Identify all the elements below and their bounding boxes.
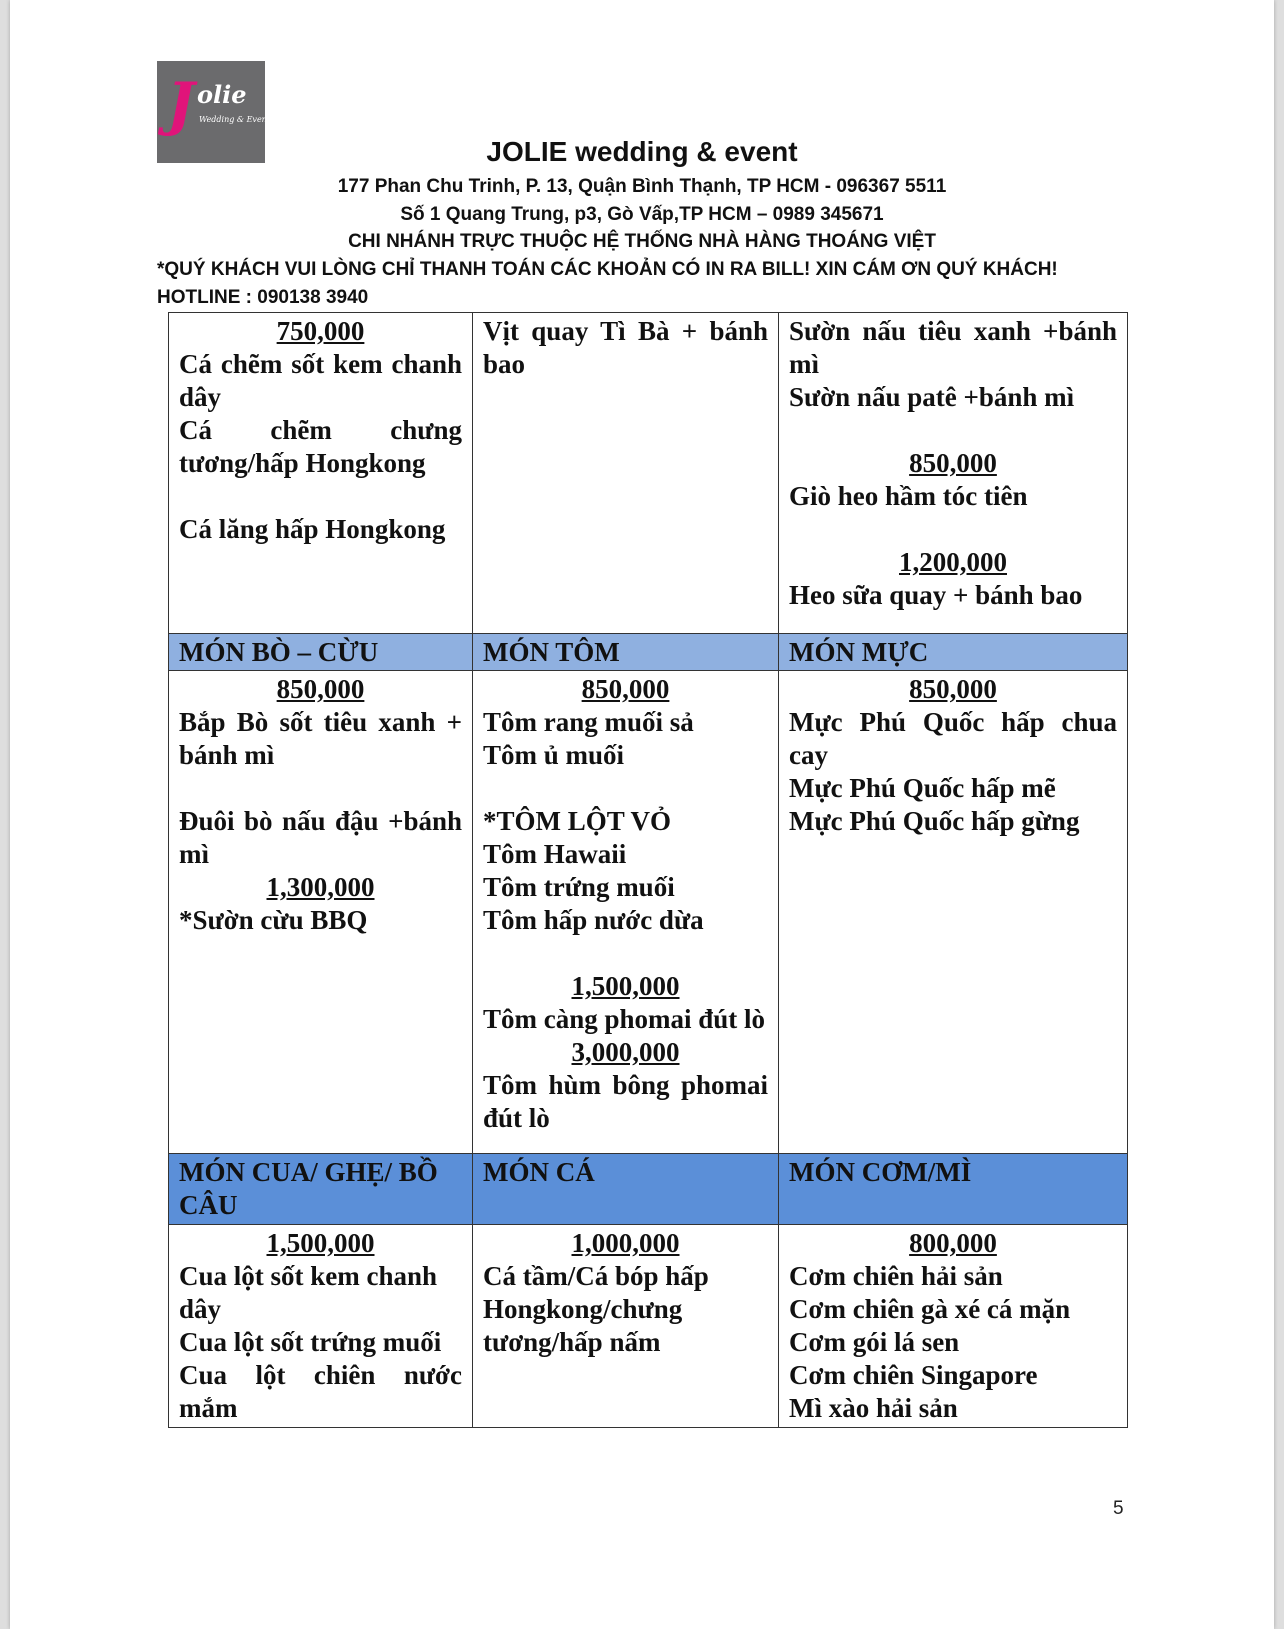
- menu-item: Giò heo hầm tóc tiên: [789, 481, 1028, 511]
- price: 1,500,000: [266, 1228, 375, 1258]
- logo-letter: J: [167, 70, 195, 138]
- menu-item: Tôm càng phomai đút lò: [483, 1004, 766, 1034]
- menu-item: Sườn nấu patê +bánh mì: [789, 382, 1075, 412]
- menu-cell: [169, 1225, 473, 1428]
- address-line-2: Số 1 Quang Trung, p3, Gò Vấp,TP HCM – 0989 345671: [400, 204, 884, 225]
- menu-item: Vịt quay Tì Bà + bánh bao: [483, 316, 768, 379]
- menu-item: Tôm Hawaii: [483, 839, 627, 869]
- menu-item: Mì xào hải sản: [789, 1393, 958, 1423]
- table-row: [169, 1225, 1128, 1428]
- menu-item: Sườn nấu tiêu xanh +bánh mì: [789, 316, 1117, 379]
- menu-item: Tôm hấp nước dừa: [483, 905, 704, 935]
- menu-item: Mực Phú Quốc hấp mẽ: [789, 773, 1056, 803]
- menu-item: Cua lột sốt trứng muối: [179, 1327, 442, 1357]
- section-header: MÓN CUA/ GHẸ/ BỒ CÂU: [169, 1154, 473, 1225]
- section-header: MÓN CÁ: [473, 1154, 779, 1225]
- menu-cell: [473, 671, 779, 1154]
- menu-cell: [473, 313, 779, 634]
- menu-item: Cua lột chiên nước mắm: [179, 1360, 462, 1423]
- price: 1,300,000: [266, 872, 375, 902]
- page-number: 5: [1113, 1498, 1124, 1519]
- price: 850,000: [909, 448, 997, 478]
- menu-item: Cơm chiên gà xé cá mặn: [789, 1294, 1071, 1324]
- section-header: MÓN MỰC: [779, 634, 1128, 671]
- price: 750,000: [276, 316, 365, 346]
- menu-item: Cơm gói lá sen: [789, 1327, 960, 1357]
- menu-item: Cá chẽm sốt kem chanh dây: [179, 349, 462, 412]
- section-header: MÓN TÔM: [473, 634, 779, 671]
- menu-cell: [169, 313, 473, 634]
- menu-cell: [473, 1225, 779, 1428]
- menu-item: Cua lột sốt kem chanh dây: [179, 1261, 438, 1324]
- price: 1,500,000: [571, 971, 680, 1001]
- menu-item: Tôm hùm bông phomai đút lò: [483, 1070, 768, 1133]
- section-header: MÓN CƠM/MÌ: [779, 1154, 1128, 1225]
- menu-table: [168, 312, 1128, 1428]
- menu-item: Cơm chiên hải sản: [789, 1261, 1003, 1291]
- section-header: MÓN BÒ – CỪU: [169, 634, 473, 671]
- menu-item: Mực Phú Quốc hấp gừng: [789, 806, 1080, 836]
- table-row: [169, 671, 1128, 1154]
- menu-item: Tôm ủ muối: [483, 740, 625, 770]
- price: 850,000: [581, 674, 670, 704]
- menu-item: Cá lăng hấp Hongkong: [179, 514, 446, 544]
- price: 3,000,000: [571, 1037, 680, 1067]
- price: 850,000: [276, 674, 365, 704]
- payment-notice: *QUÝ KHÁCH VUI LÒNG CHỈ THANH TOÁN CÁC KHOẢN CÓ IN RA BILL! XIN CÁM ƠN QUÝ KHÁCH!: [157, 259, 1058, 280]
- menu-cell: [779, 671, 1128, 1154]
- menu-cell: [779, 1225, 1128, 1428]
- menu-item: Bắp Bò sốt tiêu xanh + bánh mì: [179, 707, 462, 770]
- menu-item: Cá tầm/Cá bóp hấp Hongkong/chưng tương/hấp nấm: [483, 1261, 709, 1357]
- address-line-1: 177 Phan Chu Trinh, P. 13, Quận Bình Thạnh, TP HCM - 096367 5511: [337, 176, 947, 197]
- price: 800,000: [909, 1228, 997, 1258]
- menu-item: Mực Phú Quốc hấp chua cay: [789, 707, 1117, 770]
- logo-text: olie: [197, 80, 247, 109]
- table-row: [169, 313, 1128, 634]
- menu-item: Tôm trứng muối: [483, 872, 675, 902]
- menu-cell: [779, 313, 1128, 634]
- section-header-row: [169, 1154, 1128, 1225]
- price: 850,000: [909, 674, 997, 704]
- logo-tagline: Wedding & Event: [199, 115, 271, 124]
- branch-line: CHI NHÁNH TRỰC THUỘC HỆ THỐNG NHÀ HÀNG THOÁNG VIỆT: [348, 231, 936, 252]
- price: 1,200,000: [899, 547, 1007, 577]
- document-title: JOLIE wedding & event: [486, 136, 798, 167]
- menu-subheading: *TÔM LỘT VỎ: [483, 806, 672, 836]
- menu-item: Heo sữa quay + bánh bao: [789, 580, 1083, 610]
- menu-item: Đuôi bò nấu đậu +bánh mì: [179, 806, 462, 869]
- menu-item: Cơm chiên Singapore: [789, 1360, 1038, 1390]
- section-header-row: [169, 634, 1128, 671]
- menu-item: Cá chẽm chưng tương/hấp Hongkong: [179, 415, 462, 478]
- menu-item: Tôm rang muối sả: [483, 707, 694, 737]
- menu-item: *Sườn cừu BBQ: [179, 905, 368, 935]
- hotline: HOTLINE : 090138 3940: [157, 287, 369, 308]
- price: 1,000,000: [571, 1228, 680, 1258]
- menu-cell: [169, 671, 473, 1154]
